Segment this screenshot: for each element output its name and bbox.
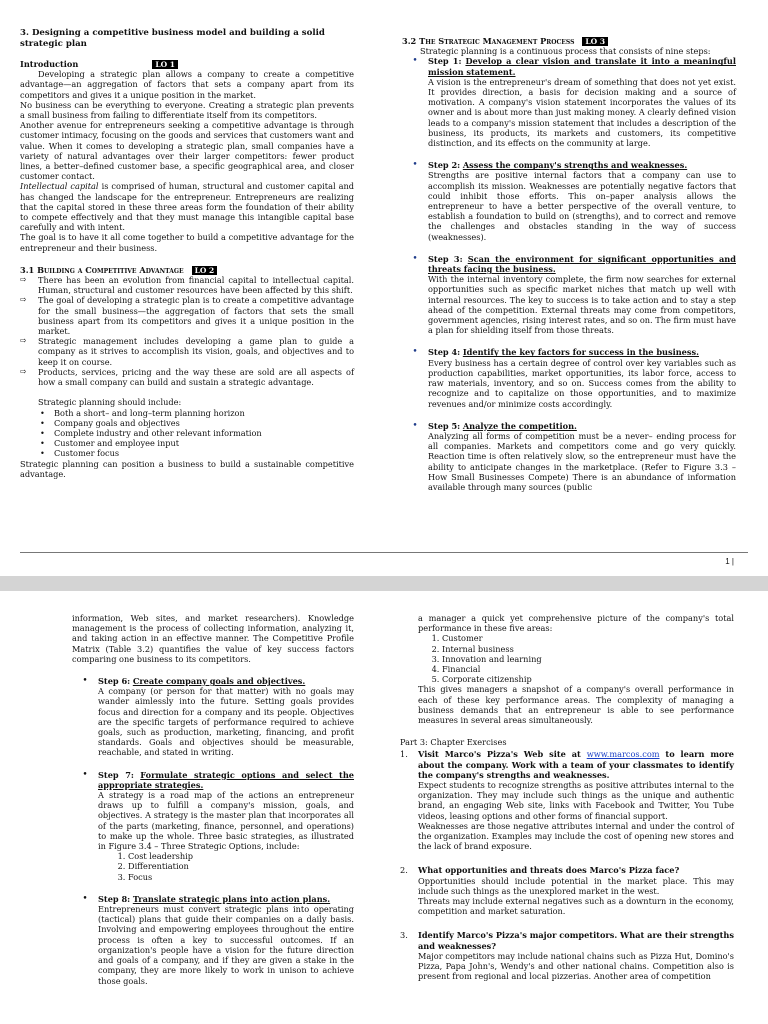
exercise-item: 1. Visit Marco's Pizza's Web site at www.marcos.com to learn more about the company. Work with a team of your classmates to identify the company's strengths and weaknesses. Expect students to recognize strengths as positive attributes internal to the organization. They may include such things as the unique and authentic brand, an engaging Web site, links with Facebook and Twitter, You Tube videos, leasing options and other forms of financial support. Weaknesses are those negative attributes internal and under the control of the organization. Examples may include the cost of opening new stores and the lack of brand exposure.: [400, 749, 734, 852]
intellectual-capital-term: Intellectual capital: [20, 181, 99, 192]
list-item: 1. Customer: [442, 633, 734, 643]
section-3-1-heading: 3.1 Building a Competitive Advantage LO 2: [20, 265, 354, 275]
step-title: Translate strategic plans into action plans.: [132, 893, 331, 904]
list-item: • Complete industry and other relevant information: [40, 427, 262, 438]
arrow-right-icon: ⇨: [20, 295, 27, 305]
step-item: • Step 3: Scan the environment for significant opportunities and threats facing the business. With the internal inventory complete, the firm now searches for external opportunities such as specific market niches that match up well with internal resources. The key to success is to take action and to stay a step ahead of the competition. External threats may come from competitors, government agencies, rising interest rates, and so on. The firm must have a plan for shielding itself from those threats.: [402, 254, 736, 336]
page1-left-column: [20, 28, 354, 479]
step-item: • Step 7: Formulate strategic options and select the appropriate strategies. A strategy is a road map of the actions an entrepreneur draws up to fulfill a company's mission, goals, and objectives. A strategy is the master plan that incorporates all of the parts (marketing, finance, personnel, and operations) to make up the whole. Three basic strategies, as illustrated in Figure 3.4 – Three Strategic Options, include: 1. Cost leadership 2. Differentiation 3. Focus: [72, 770, 354, 882]
section-3-2-heading: 3.2 The Strategic Management Process LO 3: [402, 36, 736, 46]
step-item: • Step 2: Assess the company's strengths and weaknesses. Strengths are positive internal factors that a company can use to accomplish its mission. Weaknesses are potentially negative factors that could inhibit those efforts. This on–paper analysis allows the entrepreneur to have a better perspective of the overall venture, to establish a foundation to build on (strengths), and to correct and remove the challenges and obstacles standing in the way of success (weaknesses).: [402, 160, 736, 242]
arrow-list-item: ⇨ Strategic management includes developing a game plan to guide a company as it strives to accomplish its vision, goals, and objectives and to keep it on course.: [20, 336, 354, 367]
bullet-icon: •: [82, 676, 88, 687]
performance-areas-list: [400, 633, 734, 684]
intro-heading: Introduction LO 1: [20, 59, 354, 69]
step-text: A vision is the entrepreneur's dream of something that does not yet exist. It provides direction, a basis for decision making and a source of motivation. A company's vision statement incorporates the values of its owner and is about more than just making money. A clearly defined vision leads to a company's mission statement that includes a description of the business, its products, its markets and customers, its competitive distinction, and its effects on the community at large.: [428, 76, 736, 149]
exercise-answer: Expect students to recognize strengths as positive attributes internal to the organization. They may include such things as the unique and authentic brand, an engaging Web site, links with Facebook and Twitter, You Tube videos, leasing options and other forms of financial support.: [418, 780, 734, 821]
list-item: 2. Differentiation: [128, 861, 354, 871]
step-title: Assess the company's strengths and weaknesses.: [462, 160, 688, 171]
step-text: A strategy is a road map of the actions an entrepreneur draws up to fulfill a company's mission, goals, and objectives. A strategy is the master plan that incorporates all of the parts (marketing, finance, personnel, and operations) to make up the whole. Three basic strategies, as illustrated in Figure 3.4 – Three Strategic Options, include:: [98, 790, 354, 852]
list-item: 2. Internal business: [442, 644, 734, 654]
step-item: • Step 8: Translate strategic plans into action plans. Entrepreneurs must convert strategic plans into operating (tactical) plans that guide their companies on a daily basis. Involving and empowering employees throughout the entire process is often a key to successful outcomes. If an organization's people have a vision for the future direction and goals of a company, and if they are given a stake in the company, they are more likely to work in unison to achieve those goals.: [72, 894, 354, 986]
continued-paragraph: information, Web sites, and market researchers). Knowledge management is the process of collecting information, analyzing it, and taking action in an effective manner. The Competitive Profile Matrix (Table 3.2) quantifies the value of key success factors comparing one business to its competitors.: [72, 613, 354, 664]
section-lead: Strategic planning is a continuous process that consists of nine steps:: [420, 46, 711, 57]
bullet-icon: •: [412, 253, 418, 264]
arrow-list-item: ⇨ There has been an evolution from financial capital to intellectual capital. Human, structural and customer resources have been affected by this shift.: [20, 275, 354, 296]
list-item: 5. Corporate citizenship: [442, 674, 734, 684]
step-item: • Step 5: Analyze the competition. Analyzing all forms of competition must be a never– ending process for all companies. Markets and competitors come and go very quickly. Reaction time is often relatively slow, so the entrepreneur must have the ability to anticipate changes in the marketplace. (Refer to Figure 3.3 – How Small Businesses Compete) There is an abundance of information available through many sources (public: [402, 421, 736, 492]
step-title: Identify the key factors for success in the business.: [462, 347, 699, 358]
step-text: Entrepreneurs must convert strategic plans into operating (tactical) plans that guide their companies on a daily basis. Involving and empowering employees throughout the entire process is often a key to successful outcomes. If an organization's people have a vision for the future direction and goals of a company, and if they are given a stake in the company, they are more likely to work in unison to achieve those goals.: [98, 904, 354, 986]
exercise-item: 2. What opportunities and threats does Marco's Pizza face? Opportunities should include potential in the market place. This may include such things as the unexplored market in the west. Threats may include external negatives such as a downturn in the economy, competition and market saturation.: [400, 865, 734, 917]
list-item: 3. Focus: [128, 872, 354, 882]
bullet-icon: •: [412, 420, 418, 431]
bullet-icon: •: [40, 448, 45, 459]
exercise-answer: Opportunities should include potential in the market place. This may include such things as the unexplored market in the west.: [418, 875, 734, 896]
exercise-answer: Major competitors may include national chains such as Pizza Hut, Domino's Pizza, Papa John's, Wendy's and other national chains. Competition also is present from regional and local pizzerias. Another area of competition: [418, 950, 734, 982]
list-item: • Both a short– and long–term planning horizon: [40, 407, 245, 418]
bullet-icon: •: [412, 160, 418, 171]
step-text: Every business has a certain degree of control over key variables such as production capabilities, market opportunities, its labor force, access to raw materials, inventory, and so on. Success comes from the ability to recognize and to capitalize on those opportunities, and to maximize revenues and/or minimize costs accordingly.: [428, 357, 736, 409]
page-number: 1 |: [725, 557, 734, 566]
list-item: 1. Cost leadership: [128, 851, 354, 861]
step-title: Develop a clear vision and translate it into a meaningful mission statement.: [428, 56, 736, 77]
list-item: • Company goals and objectives: [40, 417, 180, 428]
list-item: • Customer focus: [40, 448, 120, 459]
bullet-icon: •: [40, 407, 45, 418]
bullet-icon: •: [412, 347, 418, 358]
lo-badge: LO 2: [192, 266, 218, 275]
step-text: Strengths are positive internal factors that a company can use to accomplish its mission. Weaknesses are potentially negative factors that could inhibit those efforts. This on–paper analysis allows the entrepreneur to have a better perspective of the overall venture, to establish a foundation to build on (strengths), and to correct and remove the challenges and obstacles standing in the way of success (weaknesses).: [428, 170, 736, 242]
intro-paragraph: Intellectual capital is comprised of human, structural and customer capital and has changed the landscape for the entrepreneur. Entrepreneurs are realizing that the capital stored in these three areas form the foundation of their ability to compete effectively and that they must manage this intangible capital base carefully and with intent.: [20, 181, 354, 233]
include-list: [20, 408, 354, 459]
marcos-website-link[interactable]: www.marcos.com: [586, 749, 660, 760]
step-title: Create company goals and objectives.: [132, 676, 306, 687]
arrow-list-item: ⇨ Products, services, pricing and the way these are sold are all aspects of how a small company can build and sustain a strategic advantage.: [20, 366, 354, 388]
intro-paragraph: No business can be everything to everyone. Creating a strategic plan prevents a small business from failing to differentiate itself from its competitors.: [20, 99, 354, 121]
step-text: Analyzing all forms of competition must be a never– ending process for all companies. Markets and competitors come and go very quickly. Reaction time is often relatively slow, so the entrepreneur must have the ability to anticipate changes in the marketplace. (Refer to Figure 3.3 – How Small Businesses Compete) There is an abundance of information available through many sources (public: [428, 430, 736, 492]
page2-right-column: [400, 613, 734, 982]
snapshot-paragraph: This gives managers a snapshot of a company's overall performance in each of these key performance areas. The complexity of managing a business demands that an entrepreneur is able to see performance measures in several areas simultaneously.: [418, 684, 734, 726]
page1-right-column: [402, 36, 736, 492]
page2-left-column: [72, 613, 354, 986]
list-item: 4. Financial: [442, 664, 734, 674]
intro-paragraph: Another avenue for entrepreneurs seeking a competitive advantage is through customer intimacy, focusing on the goods and services that customers want and value. When it comes to developing a strategic plan, small companies have a variety of natural advantages over their larger competitors: fewer product lines, a better–defined customer base, a specific geographical area, and closer customer contact.: [20, 120, 354, 182]
step-title: Formulate strategic options and select the appropriate strategies.: [98, 769, 355, 790]
bullet-icon: •: [40, 417, 45, 428]
list-item: • Customer and employee input: [40, 438, 180, 449]
closing-paragraph: Strategic planning can position a business to build a sustainable competitive advantage.: [20, 458, 354, 479]
exercise-answer: Weaknesses are those negative attributes internal and under the control of the organization. Examples may include the cost of opening new stores and the lack of brand exposure.: [418, 820, 734, 852]
step-item: • Step 6: Create company goals and objectives. A company (or person for that matter) with no goals may wander aimlessly into the future. Setting goals provides focus and direction for a company and its people. Objectives are the specific targets of performance required to achieve goals, such as production, marketing, financing, and profit standards. Goals and objectives should be measurable, reachable, and stated in writing.: [72, 676, 354, 758]
arrow-right-icon: ⇨: [20, 275, 27, 285]
document-page-2: [0, 591, 768, 1024]
performance-lead: a manager a quick yet comprehensive picture of the company's total performance in these five areas:: [418, 613, 734, 634]
bullet-icon: •: [82, 769, 88, 780]
strategies-list: [98, 851, 354, 882]
exercise-answer: Threats may include external negatives such as a downturn in the economy, competition and market saturation.: [418, 896, 734, 917]
intro-paragraph: The goal is to have it all come together to build a competitive advantage for the entrepreneur and their business.: [20, 232, 354, 253]
bullet-icon: •: [40, 427, 45, 438]
lo-badge: LO 1: [152, 60, 178, 69]
step-text: With the internal inventory complete, the firm now searches for external opportunities such as specific market niches that match up well with internal resources. The key to success is to take action and to stay a step ahead of the competition. External threats may come from competitors, government agencies, rising interest rates, and so on. The firm must have a plan for shielding itself from those threats.: [428, 274, 736, 336]
bullet-icon: •: [412, 56, 418, 67]
step-title: Scan the environment for significant opportunities and threats facing the business.: [428, 253, 736, 275]
intro-paragraph: Developing a strategic plan allows a company to create a competitive advantage—an aggregation of factors that sets a company apart from its competitors and gives it a unique position in the market.: [20, 69, 354, 100]
step-title: Analyze the competition.: [462, 420, 577, 431]
step-item: • Step 1: Develop a clear vision and translate it into a meaningful mission statement. A vision is the entrepreneur's dream of something that does not yet exist. It provides direction, a basis for decision making and a source of motivation. A company's vision statement incorporates the values of its owner and is about more than just making money. A clearly defined vision leads to a company's mission statement that includes a description of the business, its products, its markets and customers, its competitive distinction, and its effects on the community at large.: [402, 56, 736, 148]
chapter-title: 3. Designing a competitive business model and building a solid strategic plan: [20, 28, 325, 49]
step-text: A company (or person for that matter) with no goals may wander aimlessly into the future. Setting goals provides focus and direction for a company and its people. Objectives are the specific targets of performance required to achieve goals, such as production, marketing, financing, and profit standards. Goals and objectives should be measurable, reachable, and stated in writing.: [98, 686, 354, 758]
exercises-heading: Part 3: Chapter Exercises: [400, 737, 507, 748]
arrow-right-icon: ⇨: [20, 336, 27, 346]
bullet-icon: •: [82, 893, 88, 904]
include-lead: Strategic planning should include:: [38, 397, 182, 408]
arrow-right-icon: ⇨: [20, 366, 27, 376]
page-footer-divider: [20, 552, 748, 553]
step-item: • Step 4: Identify the key factors for success in the business. Every business has a certain degree of control over key variables such as production capabilities, market opportunities, its labor force, access to raw materials, inventory, and so on. Success comes from the ability to recognize and to capitalize on those opportunities, and to maximize revenues and/or minimize costs accordingly.: [402, 347, 736, 408]
bullet-icon: •: [40, 438, 45, 449]
arrow-list-item: ⇨ The goal of developing a strategic plan is to create a competitive advantage for the small business—the aggregation of factors that sets the small business apart from its competitors and gives it a unique position in the market.: [20, 295, 354, 337]
list-item: 3. Innovation and learning: [442, 654, 734, 664]
lo-badge: LO 3: [582, 37, 608, 46]
exercise-item: 3. Identify Marco's Pizza's major competitors. What are their strengths and weaknesses? Major competitors may include national chains such as Pizza Hut, Domino's Pizza, Papa John's, Wendy's and other national chains. Competition also is present from regional and local pizzerias. Another area of competition: [400, 930, 734, 982]
